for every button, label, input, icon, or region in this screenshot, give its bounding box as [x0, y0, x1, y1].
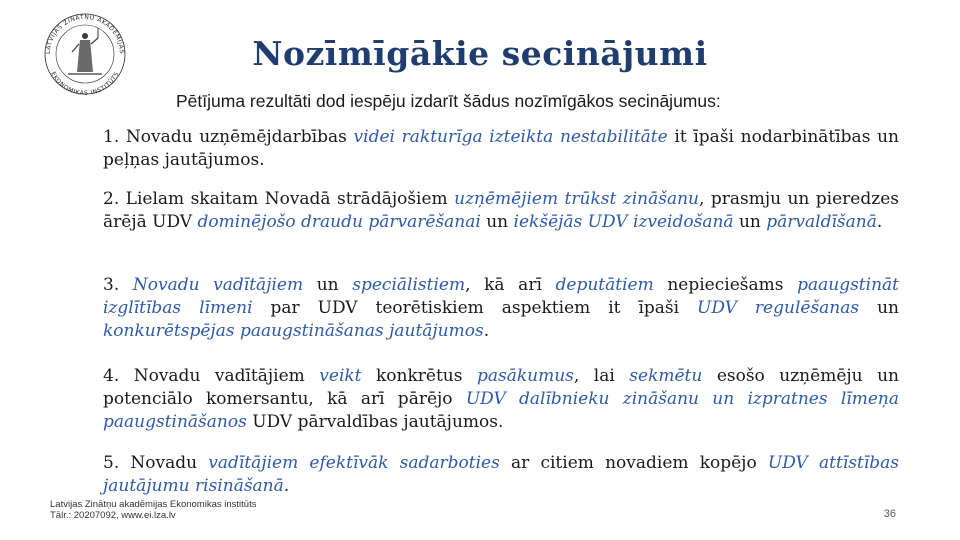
text-run: .: [283, 476, 290, 496]
emphasis-phrase: UDV attīstības jautājumu risināšanā: [103, 453, 899, 496]
conclusion-4: [103, 365, 899, 434]
emphasis-phrase: sekmētu: [629, 366, 703, 386]
emphasis-phrase: pārvaldīšanā: [766, 212, 877, 232]
text-run: UDV pārvaldības jautājumos.: [246, 412, 504, 432]
emphasis-phrase: dominējošo draudu pārvarēšanai: [197, 212, 481, 232]
page-number: 36: [883, 508, 896, 520]
text-run: , kā arī: [465, 275, 556, 295]
text-run: 1. Novadu uzņēmējdarbības: [103, 127, 354, 147]
emphasis-phrase: paaugstināt izglītības līmeni: [103, 275, 899, 318]
text-run: 3.: [103, 275, 133, 295]
text-run: 4. Novadu vadītājiem: [103, 366, 320, 386]
text-run: 5. Novadu: [103, 453, 209, 473]
text-run: konkrētus: [361, 366, 477, 386]
institute-logo: [30, 8, 140, 96]
text-run: un: [859, 298, 899, 318]
conclusion-5: [103, 452, 899, 498]
logo-text-bottom: EKONOMIKAS INSTITŪTS: [49, 70, 121, 96]
footer-contact: Tālr.: 20207092, www.ei.lza.lv: [50, 510, 176, 521]
emphasis-phrase: Novadu vadītājiem: [132, 275, 304, 295]
emphasis-phrase: pasākumus: [476, 366, 574, 386]
emphasis-phrase: UDV dalībnieku zināšanu un izpratnes līmeņa paaugstināšanos: [103, 389, 899, 432]
slide-title: Nozīmīgākie secinājumi: [252, 34, 708, 73]
emphasis-phrase: videi rakturīga izteikta nestabilitāte: [353, 127, 668, 147]
emphasis-phrase: deputātiem: [555, 275, 654, 295]
text-run: un: [733, 212, 767, 232]
conclusion-2: [103, 188, 899, 234]
text-run: .: [483, 321, 490, 341]
emphasis-phrase: UDV regulēšanas: [697, 298, 860, 318]
text-run: nepieciešams: [653, 275, 798, 295]
emphasis-phrase: iekšējās UDV izveidošanā: [513, 212, 734, 232]
emphasis-phrase: veikt: [319, 366, 362, 386]
text-run: , prasmju un pieredzes ārējā UDV: [103, 189, 899, 232]
emphasis-phrase: vadītājiem efektīvāk sadarboties: [208, 453, 500, 473]
text-run: ar citiem novadiem kopējo: [499, 453, 768, 473]
emphasis-phrase: konkurētspējas paaugstināšanas jautājumos: [103, 321, 484, 341]
text-run: it īpaši nodarbinātības un peļņas jautājumos.: [103, 127, 900, 170]
logo-text-top: LATVIJAS ZINĀTŅU AKADĒMIJAS: [44, 13, 126, 55]
conclusion-1: [103, 126, 899, 172]
footer: [50, 499, 256, 521]
text-run: .: [876, 212, 883, 232]
intro-text: Pētījuma rezultāti dod iespēju izdarīt šādus nozīmīgākos secinājumus:: [176, 91, 721, 111]
conclusion-3: [103, 274, 899, 343]
text-run: esošo uzņēmēju un potenciālo komersantu, kā arī pārējo: [103, 366, 899, 409]
text-run: , lai: [573, 366, 630, 386]
text-run: 2. Lielam skaitam Novadā strādājošiem: [103, 189, 455, 209]
emphasis-phrase: speciālistiem: [352, 275, 466, 295]
footer-institute: Latvijas Zinātņu akadēmijas Ekonomikas institūts: [50, 499, 257, 510]
emphasis-phrase: uzņēmējiem trūkst zināšanu: [454, 189, 699, 209]
text-run: par UDV teorētiskiem aspektiem it īpaši: [252, 298, 698, 318]
text-run: un: [480, 212, 514, 232]
text-run: un: [303, 275, 353, 295]
